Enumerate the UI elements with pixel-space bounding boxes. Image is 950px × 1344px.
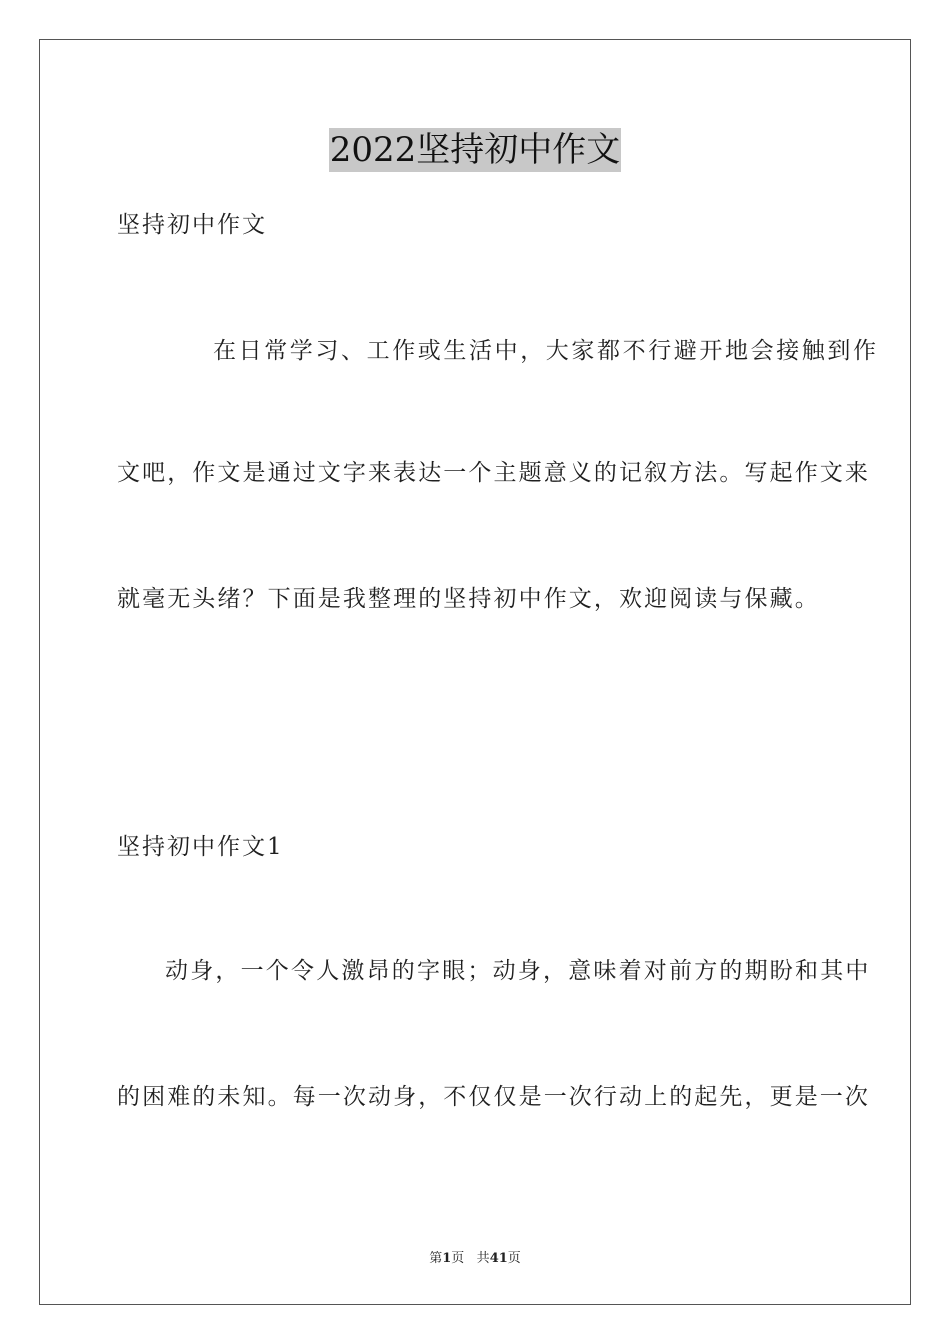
section-heading: 坚持初中作文1 bbox=[117, 834, 284, 860]
intro-line-1: 在日常学习、工作或生活中，大家都不行避开地会接触到作 bbox=[213, 338, 879, 364]
page-prefix: 第 bbox=[429, 1251, 443, 1266]
document-title bbox=[0, 128, 950, 178]
total-pages: 41 bbox=[489, 1251, 508, 1266]
total-suffix: 页 bbox=[507, 1251, 521, 1266]
page-number: 1 bbox=[442, 1251, 452, 1266]
page-suffix: 页 bbox=[451, 1251, 465, 1266]
section-line-2: 的困难的未知。每一次动身，不仅仅是一次行动上的起先，更是一次 bbox=[117, 1084, 870, 1110]
document-heading: 坚持初中作文 bbox=[117, 212, 267, 238]
section-line-1: 动身，一个令人激昂的字眼；动身，意味着对前方的期盼和其中 bbox=[165, 958, 871, 984]
document-title-text: 2022坚持初中作文 bbox=[329, 130, 621, 170]
intro-line-3: 就毫无头绪？下面是我整理的坚持初中作文，欢迎阅读与保藏。 bbox=[117, 586, 820, 612]
intro-line-2: 文吧，作文是通过文字来表达一个主题意义的记叙方法。写起作文来 bbox=[117, 460, 870, 486]
total-prefix: 共 bbox=[476, 1251, 490, 1266]
page-footer bbox=[0, 1247, 950, 1266]
